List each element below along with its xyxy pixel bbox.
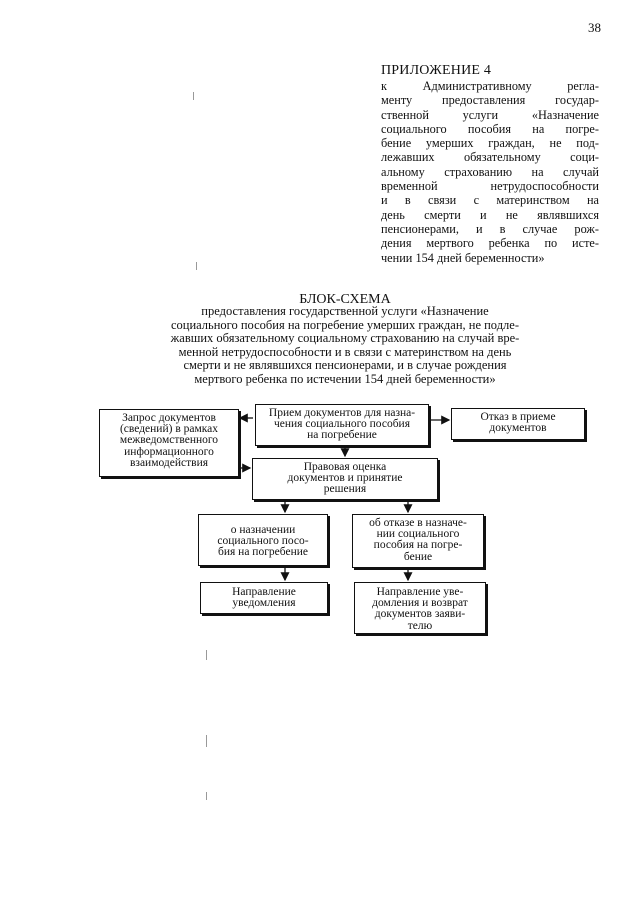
box-line: взаимодействия (129, 456, 209, 469)
box-send-notification (200, 582, 328, 614)
box-line: о назначении (230, 524, 296, 536)
box-line: Правовая оценка (303, 461, 387, 473)
box-line: Направление (232, 586, 296, 598)
box-line: бия на погребение (218, 546, 308, 559)
appendix-line: дения мертвого ребенка по исте- (381, 236, 599, 251)
scheme-subtitle-line: жавших обязательному социальному страхованию на случай вре- (170, 331, 520, 346)
box-line: документов (489, 422, 547, 435)
scheme-subtitle-line: смерти и не являвшихся пенсионерами, и в случае рождения (183, 358, 507, 373)
box-line: информационного (124, 445, 214, 458)
box-line: домления и возврат (372, 597, 468, 610)
appendix-line: социального пособия на погре- (381, 121, 599, 136)
appendix-title: ПРИЛОЖЕНИЕ 4 (381, 63, 492, 78)
box-line: уведомления (232, 597, 296, 610)
box-line: телю (407, 619, 433, 632)
appendix-line: чении 154 дней беременности» (381, 250, 545, 265)
appendix-line: ственной услуги «Назначение (381, 107, 599, 122)
appendix-line: альному страхованию на случай (381, 164, 599, 179)
box-line: чения социального пособия (273, 418, 410, 431)
appendix-line: лежавших обязательному соци- (381, 150, 599, 165)
scheme-title: БЛОК-СХЕМА (299, 292, 391, 307)
appendix-line: и в связи с материнством на (381, 193, 599, 208)
box-grant-decision (198, 514, 328, 566)
box-line: решения (323, 483, 367, 496)
appendix-line: день смерти и не являвшихся (381, 207, 599, 222)
box-legal-assessment (252, 458, 438, 500)
box-line: документов и принятие (287, 472, 403, 485)
box-line: нии социального (376, 528, 460, 541)
appendix-line: пенсионерами, и в случае рож- (381, 221, 599, 236)
box-line: Направление уве- (376, 586, 464, 598)
appendix-line: менту предоставления государ- (381, 93, 599, 108)
scheme-subtitle-line: социального пособия на погребение умерших граждан, не подле- (170, 317, 520, 332)
box-line: (сведений) в рамках (119, 423, 219, 436)
box-line: Запрос документов (122, 412, 216, 424)
box-line: пособия на погре- (373, 539, 463, 552)
box-line: документов заяви- (374, 608, 466, 621)
scheme-subtitle-line: мертвого ребенка по истечении 154 дней беременности» (194, 371, 496, 386)
box-send-notification-return-docs (354, 582, 486, 634)
box-accept-documents (255, 404, 429, 446)
appendix-line: бение умерших граждан, не под- (381, 136, 599, 151)
box-line: об отказе в назначе- (369, 517, 467, 529)
box-refuse-acceptance (451, 408, 585, 440)
box-deny-decision (352, 514, 484, 568)
scheme-subtitle-line: менной нетрудоспособности и в связи с материнством на день (178, 344, 512, 359)
page-number: 38 (588, 20, 601, 35)
box-line: на погребение (307, 429, 377, 442)
appendix-line: временной нетрудоспособности (381, 179, 599, 194)
box-line: бение (403, 550, 433, 563)
scheme-subtitle-line: предоставления государственной услуги «Назначение (201, 304, 489, 318)
box-interagency-request (99, 409, 239, 477)
box-line: межведомственного (119, 434, 219, 447)
box-line: Отказ в приеме (480, 411, 556, 423)
box-line: социального посо- (217, 535, 309, 548)
box-line: Прием документов для назна- (268, 407, 416, 419)
appendix-line: к Административному регла- (381, 79, 599, 93)
